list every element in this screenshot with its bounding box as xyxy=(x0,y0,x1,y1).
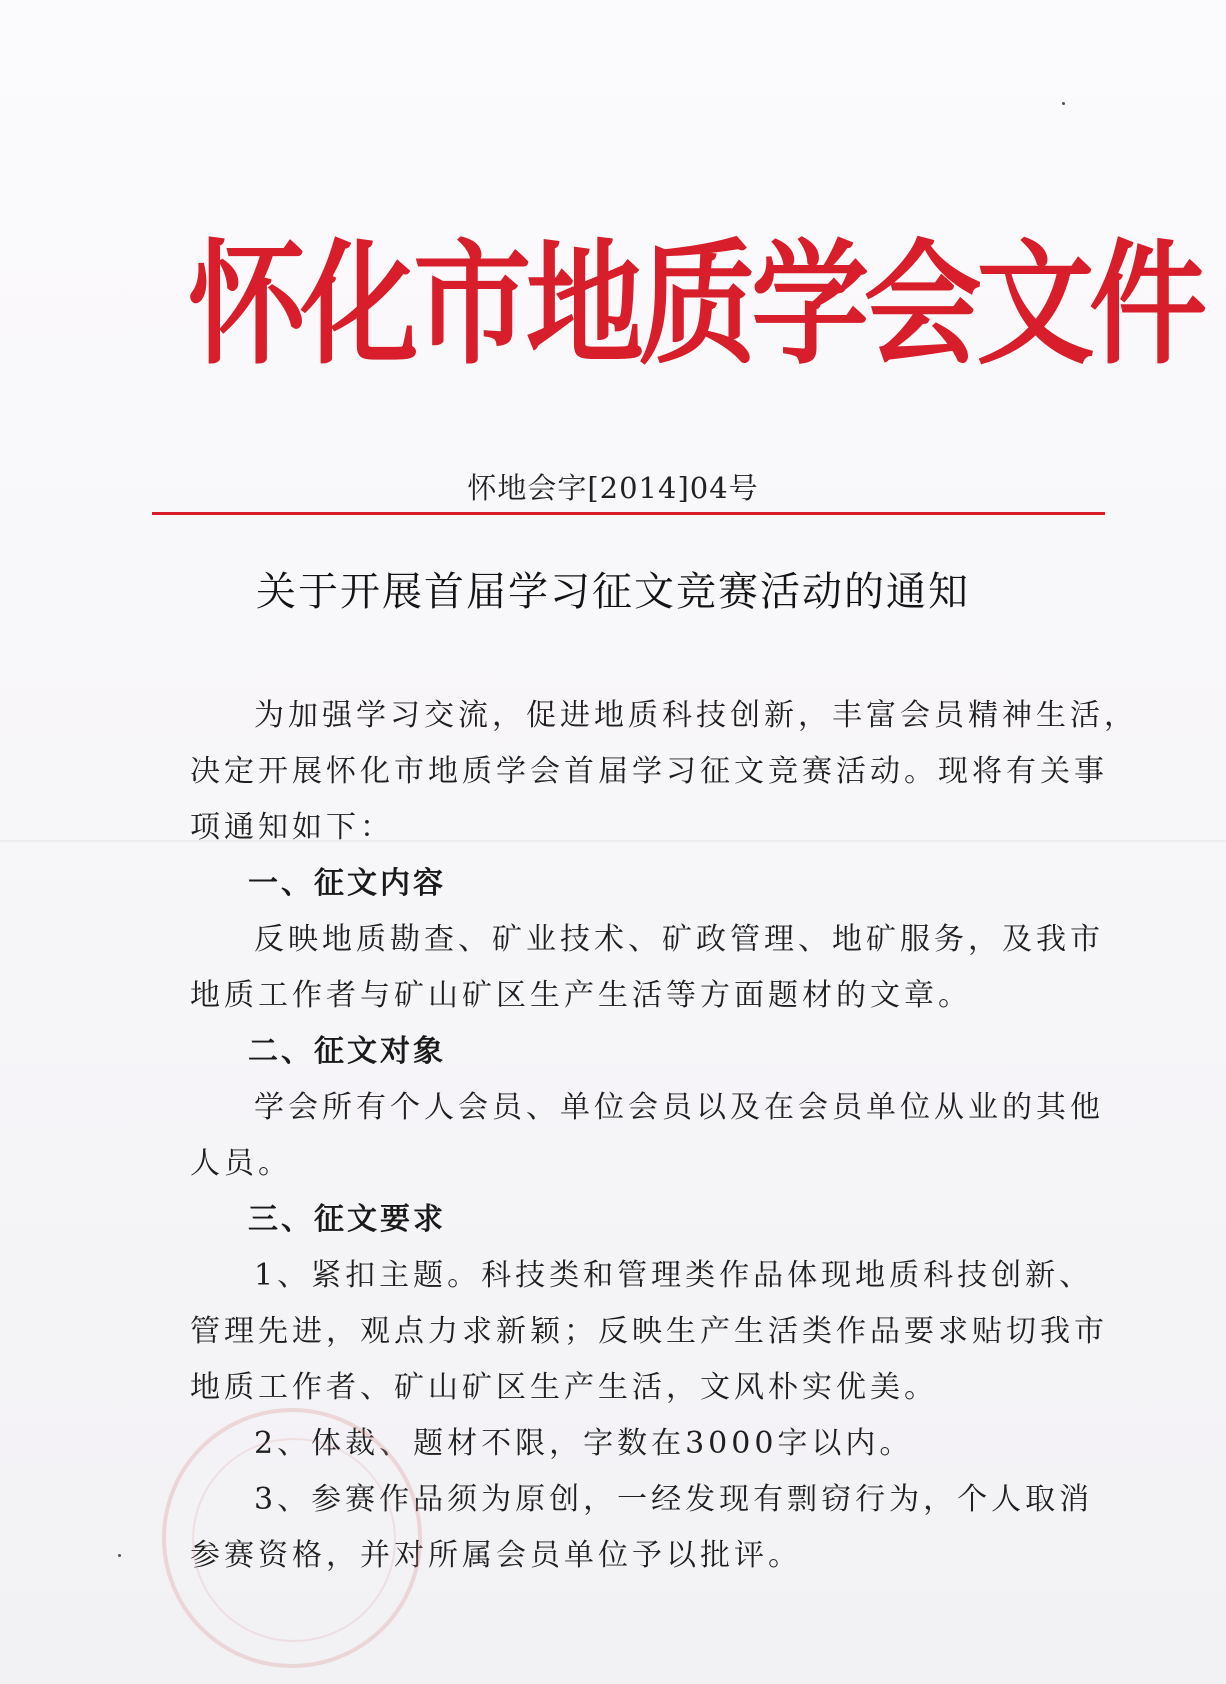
paper-speck xyxy=(1062,102,1065,105)
faded-seal-stamp xyxy=(162,1408,422,1668)
seal-inner-ring xyxy=(192,1438,396,1642)
section-line: 学会所有个人会员、单位会员以及在会员单位从业的其他 xyxy=(254,1090,1104,1125)
notice-title: 关于开展首届学习征文竞赛活动的通知 xyxy=(256,569,970,615)
section-line: 参赛资格，并对所属会员单位予以批评。 xyxy=(190,1538,802,1573)
section-line: 1、紧扣主题。科技类和管理类作品体现地质科技创新、 xyxy=(254,1258,1094,1293)
masthead-title: 怀化市地质学会文件 xyxy=(188,227,1202,383)
intro-line: 为加强学习交流，促进地质科技创新，丰富会员精神生活， xyxy=(254,698,1138,733)
section-heading: 三、征文要求 xyxy=(248,1202,446,1237)
section-line: 地质工作者、矿山矿区生产生活，文风朴实优美。 xyxy=(190,1370,938,1405)
paper-speck xyxy=(118,1554,121,1557)
section-line: 反映地质勘查、矿业技术、矿政管理、地矿服务，及我市 xyxy=(254,922,1104,957)
section-line: 管理先进，观点力求新颖；反映生产生活类作品要求贴切我市 xyxy=(190,1314,1108,1349)
section-line: 地质工作者与矿山矿区生产生活等方面题材的文章。 xyxy=(190,978,972,1013)
section-heading: 二、征文对象 xyxy=(248,1034,446,1069)
section-line: 人员。 xyxy=(190,1146,292,1181)
section-heading: 一、征文内容 xyxy=(248,866,446,901)
section-line: 2、体裁、题材不限，字数在3000字以内。 xyxy=(254,1426,914,1461)
red-divider-rule xyxy=(152,512,1105,515)
intro-line: 项通知如下： xyxy=(190,810,394,845)
document-number: 怀地会字[2014]04号 xyxy=(467,471,759,505)
intro-line: 决定开展怀化市地质学会首届学习征文竞赛活动。现将有关事 xyxy=(190,754,1108,789)
section-line: 3、参赛作品须为原创，一经发现有剽窃行为，个人取消 xyxy=(254,1482,1094,1517)
